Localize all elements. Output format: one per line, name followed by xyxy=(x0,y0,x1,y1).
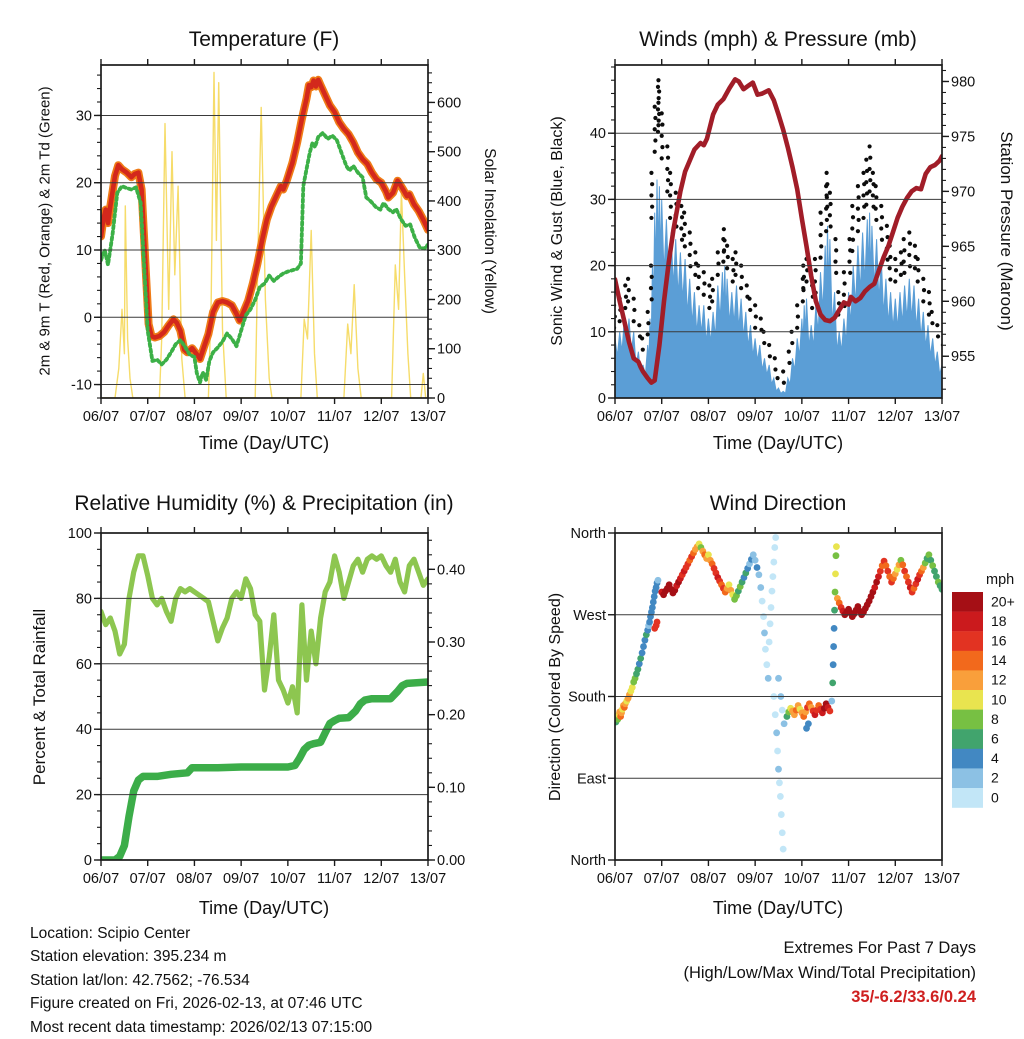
tick-label: 60 xyxy=(75,656,92,673)
tick-label: North xyxy=(570,526,606,542)
winds-plot xyxy=(590,59,975,425)
temperature-series xyxy=(101,72,428,398)
tick-label: 0 xyxy=(437,391,446,407)
x-tick-label: 11/07 xyxy=(316,871,353,887)
tick-label: 10 xyxy=(589,324,606,341)
tick-label: -10 xyxy=(71,377,92,394)
tick-label: West xyxy=(573,607,606,624)
extremes-subheading: (High/Low/Max Wind/Total Precipitation) xyxy=(683,963,976,982)
wind-direction-title: Wind Direction xyxy=(709,492,847,515)
temperature-title: Temperature (F) xyxy=(188,28,340,51)
x-tick-label: 11/07 xyxy=(830,871,867,887)
x-tick-label: 06/07 xyxy=(82,871,120,887)
station-location: Location: Scipio Center xyxy=(30,925,191,942)
wind_direction-plot xyxy=(568,526,960,887)
x-tick-label: 12/07 xyxy=(363,409,400,425)
figure-created-timestamp: Figure created on Fri, 2026-02-13, at 07:46 UTC xyxy=(30,995,363,1013)
extremes-values: 35/-6.2/33.6/0.24 xyxy=(851,988,976,1006)
legend-tick-label: 8 xyxy=(991,710,999,727)
x-tick-label: 08/07 xyxy=(176,871,213,887)
x-tick-label: 11/07 xyxy=(316,409,353,425)
legend-tick-label: 16 xyxy=(991,632,1007,649)
legend-tick-label: 12 xyxy=(991,671,1007,688)
tick-label: 20 xyxy=(75,175,92,192)
x-tick-label: 06/07 xyxy=(596,409,634,425)
wind-direction-xaxis-label: Time (Day/UTC) xyxy=(712,898,844,918)
temperature-xaxis-label: Time (Day/UTC) xyxy=(198,433,330,453)
tick-label: 20 xyxy=(75,787,92,804)
tick-label: 100 xyxy=(437,341,462,358)
x-tick-label: 06/07 xyxy=(596,871,634,887)
tick-label: 0 xyxy=(83,853,92,869)
speed-colorbar xyxy=(952,592,1015,808)
tick-label: 0.00 xyxy=(437,853,466,869)
tick-label: 300 xyxy=(437,243,462,260)
x-tick-label: 13/07 xyxy=(409,409,447,425)
legend-tick-label: 10 xyxy=(991,691,1007,708)
tick-label: 0 xyxy=(83,310,92,327)
x-tick-label: 07/07 xyxy=(129,871,166,887)
wind-direction-yaxis-left-label: Direction (Colored By Speed) xyxy=(547,592,564,802)
x-tick-label: 08/07 xyxy=(690,871,727,887)
station-elevation: Station elevation: 395.234 m xyxy=(30,948,227,966)
x-tick-label: 11/07 xyxy=(830,409,867,425)
legend-tick-label: 2 xyxy=(991,769,999,786)
x-tick-label: 09/07 xyxy=(222,871,260,887)
x-tick-label: 10/07 xyxy=(269,871,307,887)
tick-label: North xyxy=(570,853,606,869)
legend-tick-label: 14 xyxy=(991,652,1007,669)
x-tick-label: 08/07 xyxy=(690,409,727,425)
winds-xaxis-label: Time (Day/UTC) xyxy=(712,433,844,453)
tick-label: 40 xyxy=(75,722,92,739)
x-tick-label: 12/07 xyxy=(877,409,914,425)
tick-label: 0.20 xyxy=(437,707,466,724)
x-tick-label: 09/07 xyxy=(736,409,774,425)
recent-data-timestamp: Most recent data timestamp: 2026/02/13 07:15:00 xyxy=(30,1018,373,1036)
tick-label: 30 xyxy=(589,192,606,209)
tick-label: 500 xyxy=(437,144,462,161)
tick-label: 0.10 xyxy=(437,780,466,797)
x-tick-label: 07/07 xyxy=(643,409,680,425)
extremes-block xyxy=(683,936,976,1010)
tick-label: 200 xyxy=(437,292,462,309)
tick-label: 955 xyxy=(951,349,976,366)
x-tick-label: 07/07 xyxy=(129,409,166,425)
tick-label: South xyxy=(568,689,606,706)
legend-tick-label: 0 xyxy=(991,789,999,806)
tick-label: 600 xyxy=(437,95,462,112)
x-tick-label: 10/07 xyxy=(269,409,307,425)
winds-series xyxy=(612,78,946,398)
x-tick-label: 08/07 xyxy=(176,409,213,425)
winds-title: Winds (mph) & Pressure (mb) xyxy=(639,28,917,51)
humidity-series xyxy=(101,556,428,860)
humidity-xaxis-label: Time (Day/UTC) xyxy=(198,898,330,918)
tick-label: 30 xyxy=(75,108,92,125)
tick-label: 975 xyxy=(951,129,976,146)
x-tick-label: 09/07 xyxy=(222,409,260,425)
tick-label: 80 xyxy=(75,591,92,608)
x-tick-label: 07/07 xyxy=(643,871,680,887)
x-tick-label: 09/07 xyxy=(736,871,774,887)
x-tick-label: 12/07 xyxy=(363,871,400,887)
legend-tick-label: 18 xyxy=(991,612,1007,629)
tick-label: 0.40 xyxy=(437,562,466,579)
legend-tick-label: 6 xyxy=(991,730,999,747)
tick-label: 10 xyxy=(75,243,92,259)
tick-label: East xyxy=(576,771,606,788)
humidity-yaxis-left-label: Percent & Total Rainfall xyxy=(30,608,49,786)
humidity-plot xyxy=(68,526,465,887)
extremes-heading: Extremes For Past 7 Days xyxy=(783,939,976,957)
x-tick-label: 13/07 xyxy=(923,871,961,887)
x-tick-label: 13/07 xyxy=(923,409,961,425)
tick-label: 970 xyxy=(951,184,976,201)
tick-label: 40 xyxy=(589,126,606,143)
tick-label: 0.30 xyxy=(437,635,466,651)
temperature-yaxis-left-label: 2m & 9m T (Red, Orange) & 2m Td (Green) xyxy=(36,86,54,376)
winds-yaxis-left-label: Sonic Wind & Gust (Blue, Black) xyxy=(549,116,566,346)
tick-label: 0 xyxy=(597,391,606,407)
tick-label: 100 xyxy=(67,526,92,542)
temperature-plot xyxy=(71,59,461,425)
legend-tick-label: 20+ xyxy=(991,593,1015,610)
winds-yaxis-right-label: Station Pressure (Maroon) xyxy=(997,131,1016,331)
tick-label: 960 xyxy=(951,294,976,311)
station-latlon: Station lat/lon: 42.7562; -76.534 xyxy=(30,971,250,989)
temperature-yaxis-right-label: Solar Insolation (Yellow) xyxy=(481,148,498,314)
humidity-title: Relative Humidity (%) & Precipitation (in) xyxy=(74,492,454,515)
tick-label: 965 xyxy=(951,239,976,256)
tick-label: 400 xyxy=(437,193,462,210)
wind_direction-series xyxy=(613,534,946,852)
station-info xyxy=(30,922,372,1039)
speed-legend-title: mph xyxy=(986,572,1015,588)
x-tick-label: 13/07 xyxy=(409,871,447,887)
x-tick-label: 06/07 xyxy=(82,409,120,425)
x-tick-label: 10/07 xyxy=(783,409,821,425)
x-tick-label: 10/07 xyxy=(783,871,821,887)
x-tick-label: 12/07 xyxy=(877,871,914,887)
tick-label: 20 xyxy=(589,258,606,275)
tick-label: 980 xyxy=(951,74,976,91)
legend-tick-label: 4 xyxy=(991,750,999,767)
